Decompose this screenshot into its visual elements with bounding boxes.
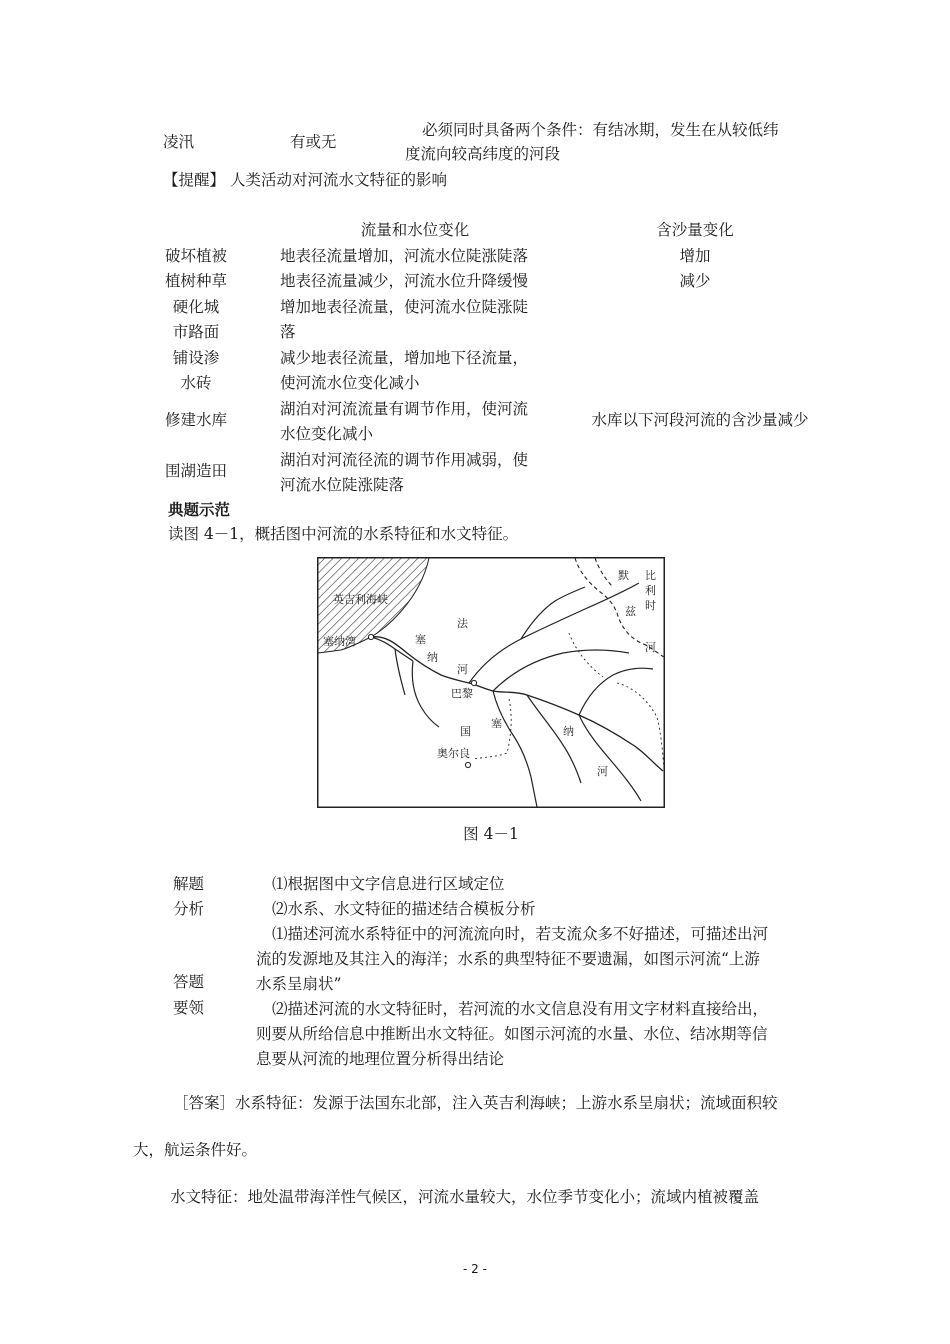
tips-line: 水系呈扇状” bbox=[256, 975, 342, 993]
table-row-activity: 破坏植被 bbox=[164, 247, 227, 265]
table-row-flow: 地表径流量增加，河流水位陡涨陡落 bbox=[280, 247, 529, 265]
belgium-label-2: 利 bbox=[645, 584, 656, 597]
bay-label: 塞纳湾 bbox=[323, 635, 356, 648]
analysis-label-2: 分析 bbox=[173, 900, 205, 918]
example-heading: 典题示范 bbox=[168, 501, 231, 519]
analysis-item-1: ⑴根据图中文字信息进行区域定位 bbox=[272, 875, 505, 893]
table-row-sediment: 增加 bbox=[679, 247, 711, 265]
table-row-flow: 落 bbox=[280, 323, 296, 341]
france-label-1: 法 bbox=[457, 617, 468, 630]
answer-line-3: 水文特征：地处温带海洋性气候区，河流水量较大，水位季节变化小；流域内植被覆盖 bbox=[170, 1188, 760, 1206]
table-row-activity: 硬化城 bbox=[172, 298, 220, 316]
table-row-sediment: 水库以下河段河流的含沙量减少 bbox=[591, 411, 809, 429]
table-header-sediment: 含沙量变化 bbox=[656, 221, 734, 239]
city-marker bbox=[465, 762, 470, 767]
seine-river-map bbox=[317, 557, 665, 808]
reminder-title: 人类活动对河流水文特征的影响 bbox=[229, 171, 447, 189]
table-header-flow: 流量和水位变化 bbox=[360, 221, 470, 239]
seine-upper-label-3: 河 bbox=[457, 663, 468, 676]
tips-line: 流的发源地及其注入的海洋；水系的典型特征不要遗漏，如图示河流“上游 bbox=[256, 950, 760, 968]
tips-label-2: 要领 bbox=[173, 999, 205, 1017]
meuse-label-1: 默 bbox=[618, 569, 629, 582]
ice-flood-presence: 有或无 bbox=[290, 133, 337, 151]
tips-line: 息要从河流的地理位置分析得出结论 bbox=[256, 1050, 505, 1068]
tips-line: 则要从所给信息中推断出水文特征。如图示河流的水量、水位、结冰期等信 bbox=[256, 1025, 768, 1043]
meuse-label-2: 兹 bbox=[625, 605, 636, 618]
france-label-2: 国 bbox=[460, 725, 471, 738]
table-row-flow: 使河流水位变化减小 bbox=[280, 374, 420, 392]
table-row-sediment: 减少 bbox=[679, 272, 711, 290]
tips-label-1: 答题 bbox=[173, 973, 205, 991]
table-row-flow: 湖泊对河流流量有调节作用，使河流 bbox=[280, 400, 529, 418]
example-question: 读图 4－1，概括图中河流的水系特征和水文特征。 bbox=[168, 525, 519, 543]
table-row-activity: 修建水库 bbox=[164, 411, 227, 429]
tips-line: ⑵描述河流的水文特征时，若河流的水文信息没有用文字材料直接给出， bbox=[272, 1000, 769, 1018]
reminder-heading bbox=[163, 168, 447, 193]
belgium-label-3: 时 bbox=[645, 599, 656, 612]
table-row-activity: 植树种草 bbox=[164, 272, 227, 290]
table-row-activity: 市路面 bbox=[172, 323, 220, 341]
table-row-flow: 减少地表径流量，增加地下径流量， bbox=[280, 349, 529, 367]
city-marker bbox=[368, 634, 373, 639]
table-row-flow: 水位变化减小 bbox=[280, 425, 374, 443]
table-row-flow: 增加地表径流量，使河流水位陡涨陡 bbox=[280, 298, 529, 316]
seine-lower-label-3: 河 bbox=[597, 765, 608, 778]
answer-text-1: 水系特征：发源于法国东北部，注入英吉利海峡；上游水系呈扇状；流域面积较 bbox=[235, 1094, 778, 1112]
ice-flood-condition-line2: 度流向较高纬度的河段 bbox=[405, 145, 561, 163]
orleans-label: 奥尔良 bbox=[437, 747, 470, 760]
city-marker bbox=[471, 680, 476, 685]
analysis-label-1: 解题 bbox=[173, 875, 205, 893]
figure-caption: 图 4－1 bbox=[463, 825, 519, 843]
analysis-item-2: ⑵水系、水文特征的描述结合模板分析 bbox=[272, 900, 536, 918]
page-number: - 2 - bbox=[463, 1262, 487, 1276]
seine-upper-label-1: 塞 bbox=[415, 633, 426, 646]
paris-label: 巴黎 bbox=[451, 687, 473, 700]
reminder-tag: 【提醒】 bbox=[163, 171, 226, 189]
table-row-flow: 湖泊对河流径流的调节作用减弱，使 bbox=[280, 451, 529, 469]
answer-tag: ［答案］ bbox=[173, 1094, 236, 1112]
strait-label: 英吉利海峡 bbox=[333, 593, 388, 606]
meuse-label-3: 河 bbox=[645, 641, 656, 654]
seine-lower-label-1: 塞 bbox=[491, 717, 502, 730]
ice-flood-term: 凌汛 bbox=[163, 133, 195, 151]
table-row-activity: 围湖造田 bbox=[164, 462, 227, 480]
ice-flood-condition-line1: 必须同时具备两个条件：有结冰期，发生在从较低纬 bbox=[422, 121, 779, 139]
table-row-flow: 河流水位陡涨陡落 bbox=[280, 476, 405, 494]
answer-line-2: 大，航运条件好。 bbox=[133, 1141, 258, 1159]
belgium-label-1: 比 bbox=[645, 569, 656, 582]
table-row-activity: 水砖 bbox=[180, 374, 212, 392]
table-row-flow: 地表径流量减少，河流水位升降缓慢 bbox=[280, 272, 529, 290]
tips-line: ⑴描述河流水系特征中的河流流向时，若支流众多不好描述，可描述出河 bbox=[272, 925, 769, 943]
seine-lower-label-2: 纳 bbox=[563, 725, 574, 738]
seine-upper-label-2: 纳 bbox=[427, 651, 438, 664]
answer-line-1 bbox=[173, 1090, 778, 1116]
table-row-activity: 铺设渗 bbox=[172, 349, 220, 367]
